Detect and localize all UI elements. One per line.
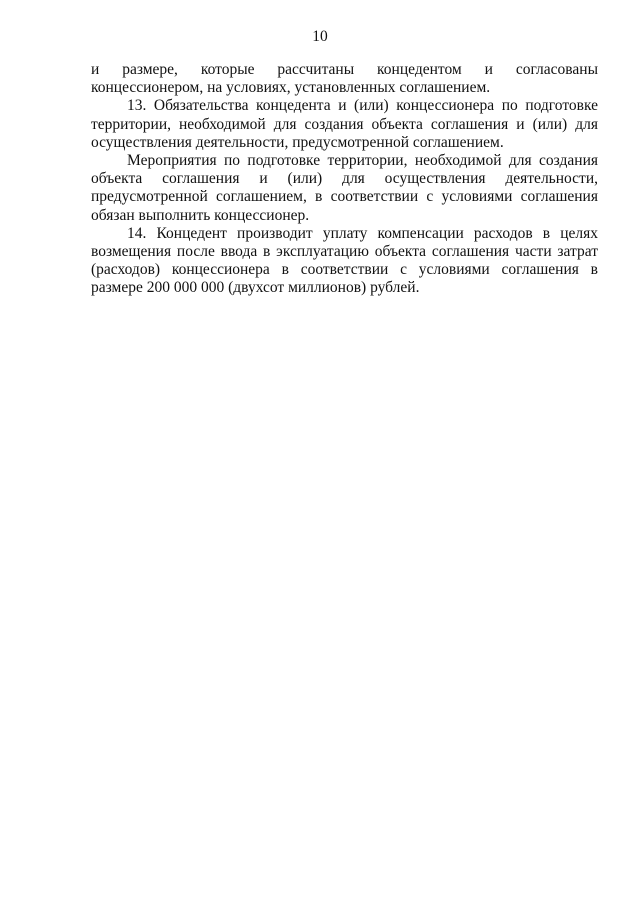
page-number: 10 [312,28,328,45]
paragraph-13-heading: 13. Обязательства концедента и (или) концессионера по подготовке территории, необходимой для создания объекта соглашения и (или) для осуществления деятельности, предусмотренной соглашением. [91,97,598,151]
paragraph-continuation: и размере, которые рассчитаны концедентом и согласованы концессионером, на условиях, установленных соглашением. [91,61,598,97]
paragraph-14-compensation: 14. Концедент производит уплату компенсации расходов в целях возмещения после ввода в эксплуатацию объекта соглашения части затрат (расходов) концессионера в соответствии с условиями соглашения в размере 200 000 000 (двухсот миллионов) рублей. [91,224,598,297]
document-body [91,61,598,298]
paragraph-territory-preparation: Мероприятия по подготовке территории, необходимой для создания объекта соглашения и (или) для осуществления деятельности, предусмотренной соглашением, в соответствии с условиями соглашения обязан выполнить концессионер. [91,152,598,224]
